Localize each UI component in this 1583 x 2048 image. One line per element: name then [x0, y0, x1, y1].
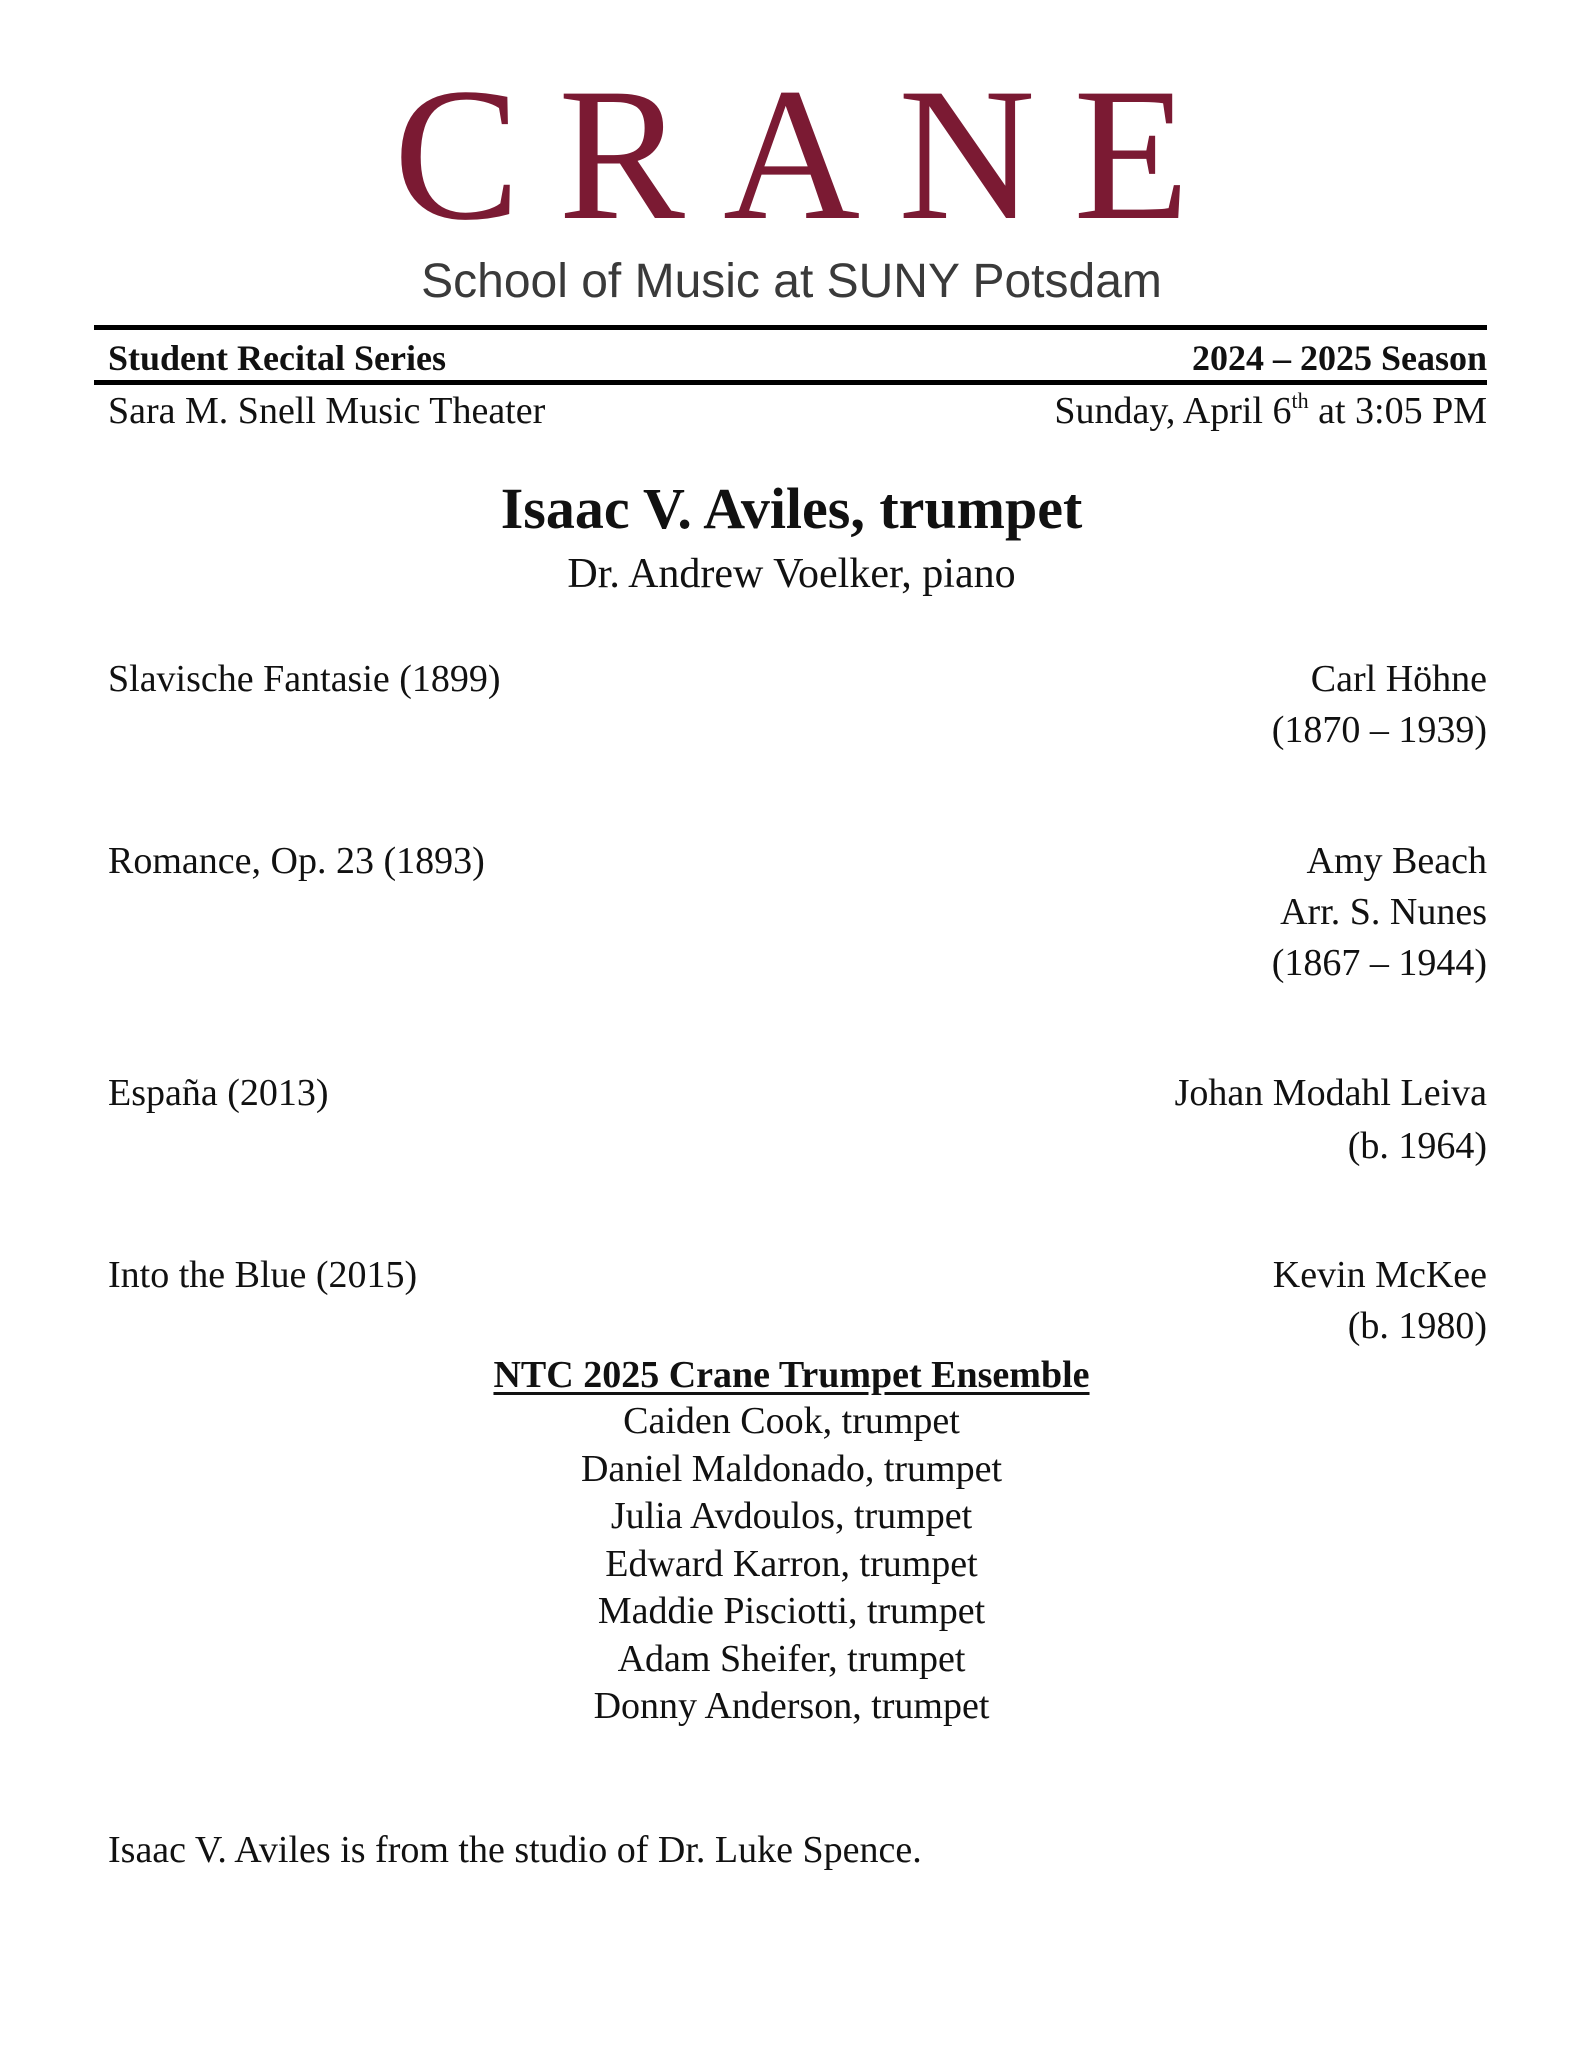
ensemble-member: Edward Karron, trumpet	[605, 1543, 978, 1585]
date-time	[1054, 388, 1487, 432]
ensemble-member: Maddie Pisciotti, trumpet	[597, 1590, 986, 1632]
arranger: Arr. S. Nunes	[1280, 891, 1487, 933]
ensemble-member: Donny Anderson, trumpet	[593, 1685, 990, 1727]
composer-dates: (b. 1980)	[1347, 1305, 1487, 1347]
studio-note: Isaac V. Aviles is from the studio of Dr. Luke Spence.	[108, 1829, 922, 1871]
piece-title: España (2013)	[108, 1072, 329, 1114]
season-label: 2024 – 2025 Season	[1191, 338, 1487, 378]
piece-title: Romance, Op. 23 (1893)	[108, 840, 485, 882]
composer: Amy Beach	[1306, 840, 1487, 882]
accompanist: Dr. Andrew Voelker, piano	[567, 551, 1016, 597]
ensemble-heading: NTC 2025 Crane Trumpet Ensemble	[493, 1354, 1090, 1396]
composer: Kevin McKee	[1272, 1254, 1487, 1296]
composer: Johan Modahl Leiva	[1174, 1072, 1487, 1114]
top-rule	[94, 325, 1487, 330]
piece-title: Slavische Fantasie (1899)	[108, 658, 501, 700]
piece-title: Into the Blue (2015)	[108, 1254, 418, 1296]
date: Sunday, April 6	[1054, 390, 1292, 432]
composer-dates: (1867 – 1944)	[1271, 942, 1487, 984]
composer-dates: (b. 1964)	[1347, 1125, 1487, 1167]
composer: Carl Höhne	[1310, 658, 1487, 700]
performer-name: Isaac V. Aviles, trumpet	[500, 476, 1083, 541]
composer-dates: (1870 – 1939)	[1271, 709, 1487, 751]
venue: Sara M. Snell Music Theater	[108, 390, 546, 432]
ensemble-member: Caiden Cook, trumpet	[623, 1400, 960, 1442]
crane-logo: CRANE	[393, 50, 1228, 260]
ensemble-member: Julia Avdoulos, trumpet	[610, 1495, 973, 1537]
bottom-rule	[94, 380, 1487, 385]
ensemble-member: Adam Sheifer, trumpet	[617, 1638, 966, 1680]
date-ordinal: th	[1291, 388, 1309, 413]
logo-subtitle: School of Music at SUNY Potsdam	[421, 255, 1162, 308]
ensemble-member: Daniel Maldonado, trumpet	[580, 1448, 1003, 1490]
series-label: Student Recital Series	[108, 338, 446, 378]
time: at 3:05 PM	[1308, 390, 1487, 432]
